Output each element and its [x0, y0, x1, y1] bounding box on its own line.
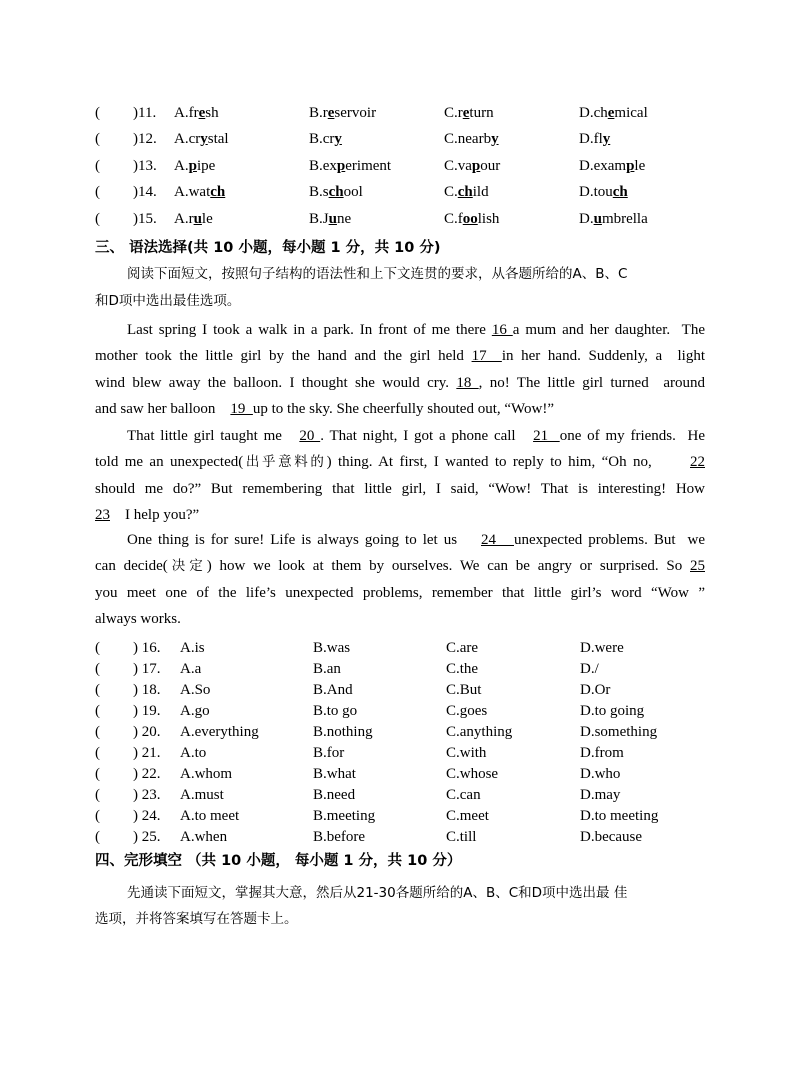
- option-text: mical: [614, 105, 648, 121]
- highlighted-letters: p: [188, 158, 197, 174]
- passage-text: I help you?”: [110, 507, 200, 524]
- answer-paren[interactable]: (: [95, 661, 100, 677]
- option-text: D.ch: [579, 105, 608, 121]
- passage-line: [95, 476, 705, 502]
- option[interactable]: D.because: [580, 829, 643, 845]
- answer-paren[interactable]: (: [95, 745, 100, 761]
- option[interactable]: A.when: [180, 829, 228, 845]
- blank-number: 22: [690, 454, 705, 471]
- option-text: B.s: [309, 184, 329, 200]
- option-text: C.r: [444, 105, 463, 121]
- option-text: C.nearb: [444, 131, 492, 147]
- option[interactable]: C.goes: [446, 703, 488, 719]
- highlighted-letters: e: [462, 105, 470, 121]
- highlighted-letters: y: [491, 131, 499, 147]
- option[interactable]: [174, 129, 229, 149]
- option[interactable]: [309, 129, 342, 149]
- passage-text: Last spring I took a walk in a park. In front of me there: [127, 322, 492, 338]
- passage-text: in her hand. Suddenly, a light: [501, 348, 705, 365]
- option-text: stal: [207, 131, 229, 147]
- blank-number: 16: [491, 322, 513, 338]
- option-text: our: [480, 158, 501, 174]
- option[interactable]: B.nothing: [313, 724, 373, 740]
- question-number: ) 22.: [133, 766, 161, 782]
- option[interactable]: C.are: [446, 640, 479, 656]
- option[interactable]: B.an: [313, 661, 341, 677]
- blank-number: 25: [690, 558, 705, 575]
- option[interactable]: D.may: [580, 787, 621, 803]
- option-text: lish: [477, 211, 500, 227]
- option[interactable]: B.to go: [313, 703, 358, 719]
- highlighted-letters: ch: [328, 184, 344, 200]
- passage-line: [95, 580, 705, 606]
- option[interactable]: C.meet: [446, 808, 489, 824]
- option-text: mbrella: [601, 211, 648, 227]
- question-number: )11.: [133, 105, 157, 121]
- question-number: ) 20.: [133, 724, 161, 740]
- answer-paren[interactable]: (: [95, 808, 100, 824]
- option[interactable]: A.So: [180, 682, 211, 698]
- option[interactable]: [444, 129, 499, 149]
- option[interactable]: [174, 156, 215, 176]
- option-text: D.fl: [579, 131, 603, 147]
- option[interactable]: B.for: [313, 745, 345, 761]
- option[interactable]: [444, 209, 499, 229]
- question-number: )14.: [133, 184, 157, 200]
- option-text: ipe: [196, 158, 216, 174]
- chinese-gloss: 决定: [167, 558, 207, 575]
- passage-text: always works.: [95, 611, 181, 628]
- highlighted-letters: y: [200, 131, 208, 147]
- passage-text: ) how we look at them by ourselves. We can be angry or surprised. So: [206, 558, 690, 575]
- blank-number: 19: [230, 401, 253, 418]
- passage-line: [95, 553, 705, 579]
- question-number: )13.: [133, 158, 157, 174]
- answer-paren[interactable]: (: [95, 703, 100, 719]
- blank-number: 21: [533, 428, 560, 444]
- option[interactable]: A.a: [180, 661, 202, 677]
- passage-line: [95, 370, 705, 396]
- option[interactable]: C.whose: [446, 766, 499, 782]
- passage-paragraph: [95, 527, 705, 633]
- option-text: D.tou: [579, 184, 613, 200]
- option-text: B.r: [309, 105, 328, 121]
- instruction-text: 先通读下面短文，掌握其大意，然后从21-30各题所给的A、B、C和D项中选出最 佳: [127, 885, 628, 901]
- blank-number: 18: [456, 374, 479, 391]
- blank-number: 20: [299, 428, 321, 444]
- answer-paren[interactable]: (: [95, 724, 100, 740]
- option-text: le: [201, 211, 213, 227]
- option-text: A.cr: [174, 131, 201, 147]
- option-text: eriment: [345, 158, 392, 174]
- option[interactable]: B.was: [313, 640, 351, 656]
- question-number: )12.: [133, 131, 157, 147]
- passage-text: wind blew away the balloon. I thought she would cry.: [95, 374, 457, 391]
- option[interactable]: [309, 182, 363, 202]
- option[interactable]: A.go: [180, 703, 210, 719]
- option[interactable]: A.must: [180, 787, 224, 803]
- option-text: C.f: [444, 211, 463, 227]
- option[interactable]: B.before: [313, 829, 366, 845]
- option[interactable]: D.something: [580, 724, 658, 740]
- option-text: B.J: [309, 211, 329, 227]
- option[interactable]: [309, 209, 351, 229]
- highlighted-letters: ch: [457, 184, 473, 200]
- question-number: ) 23.: [133, 787, 161, 803]
- option[interactable]: [579, 103, 648, 123]
- option[interactable]: [579, 182, 628, 202]
- passage-paragraph: [95, 423, 705, 529]
- passage-line: [95, 423, 705, 449]
- highlighted-letters: e: [198, 105, 206, 121]
- highlighted-letters: e: [327, 105, 335, 121]
- option[interactable]: C.But: [446, 682, 482, 698]
- option[interactable]: D.were: [580, 640, 624, 656]
- option-text: B.ex: [309, 158, 337, 174]
- option[interactable]: C.anything: [446, 724, 513, 740]
- option[interactable]: [174, 103, 219, 123]
- option-text: sh: [205, 105, 219, 121]
- option-text: servoir: [334, 105, 377, 121]
- option[interactable]: C.till: [446, 829, 477, 845]
- highlighted-letters: p: [336, 158, 346, 174]
- question-number: ) 25.: [133, 829, 161, 845]
- option[interactable]: B.what: [313, 766, 356, 782]
- option[interactable]: A.to meet: [180, 808, 240, 824]
- answer-paren[interactable]: (: [95, 787, 100, 803]
- passage-line: [95, 396, 705, 422]
- option-text: le: [634, 158, 646, 174]
- option[interactable]: A.whom: [180, 766, 233, 782]
- option-text: A.r: [174, 211, 194, 227]
- chinese-gloss: 出乎意料的: [243, 454, 327, 471]
- answer-paren[interactable]: (: [95, 640, 100, 656]
- question-number: )15.: [133, 211, 157, 227]
- highlighted-letters: u: [328, 211, 337, 227]
- option-text: C.va: [444, 158, 472, 174]
- option-text: D.exam: [579, 158, 627, 174]
- option[interactable]: [444, 156, 500, 176]
- passage-text: a mum and her daughter. The: [512, 322, 706, 338]
- option-text: turn: [469, 105, 494, 121]
- option[interactable]: B.And: [313, 682, 353, 698]
- passage-line: [95, 527, 705, 553]
- answer-paren[interactable]: (: [95, 184, 100, 200]
- option[interactable]: [174, 209, 213, 229]
- passage-line: [95, 502, 705, 528]
- highlighted-letters: y: [334, 131, 342, 147]
- option[interactable]: D.Or: [580, 682, 611, 698]
- option[interactable]: [579, 129, 610, 149]
- option-text: D.: [579, 211, 594, 227]
- passage-text: and saw her balloon: [95, 401, 231, 418]
- option-text: A.fr: [174, 105, 199, 121]
- option-text: B.cr: [309, 131, 335, 147]
- passage-line: [95, 343, 705, 369]
- passage-text: ) thing. At first, I wanted to reply to him, “Oh no,: [326, 454, 690, 471]
- highlighted-letters: y: [602, 131, 611, 147]
- option[interactable]: [444, 182, 489, 202]
- question-number: ) 16.: [133, 640, 161, 656]
- answer-paren[interactable]: (: [95, 829, 100, 845]
- option[interactable]: B.need: [313, 787, 356, 803]
- option[interactable]: D.to going: [580, 703, 645, 719]
- option-text: ool: [343, 184, 363, 200]
- question-number: ) 21.: [133, 745, 161, 761]
- section-heading: 四、完形填空 （共 10 小题， 每小题 1 分，共 10 分）: [95, 853, 462, 869]
- option[interactable]: [174, 182, 225, 202]
- passage-line: [95, 606, 705, 632]
- passage-text: one of my friends. He: [559, 428, 706, 444]
- option[interactable]: D.to meeting: [580, 808, 659, 824]
- section-heading: 三、 语法选择(共 10 小题，每小题 1 分，共 10 分): [95, 240, 441, 256]
- passage-line: [95, 449, 705, 475]
- option[interactable]: D.from: [580, 745, 624, 761]
- highlighted-letters: e: [607, 105, 615, 121]
- highlighted-letters: u: [193, 211, 202, 227]
- passage-text: unexpected problems. But we: [513, 532, 705, 548]
- passage-text: , no! The little girl turned around: [478, 374, 706, 391]
- option[interactable]: D./: [580, 661, 599, 677]
- option[interactable]: [444, 103, 494, 123]
- option[interactable]: [579, 209, 648, 229]
- option-text: ild: [472, 184, 489, 200]
- option[interactable]: B.meeting: [313, 808, 376, 824]
- question-number: ) 18.: [133, 682, 161, 698]
- option[interactable]: A.everything: [180, 724, 259, 740]
- highlighted-letters: u: [593, 211, 602, 227]
- option[interactable]: C.can: [446, 787, 481, 803]
- blank-number: 17: [471, 348, 502, 365]
- passage-text: should me do?” But remembering that little girl, I said, “Wow! That is interesting! How: [95, 480, 705, 497]
- passage-text: mother took the little girl by the hand and the girl held: [95, 348, 472, 365]
- highlighted-letters: p: [626, 158, 635, 174]
- highlighted-letters: ch: [210, 184, 226, 200]
- passage-text: One thing is for sure! Life is always going to let us: [127, 532, 481, 548]
- instruction-text: 阅读下面短文，按照句子结构的语法性和上下文连贯的要求，从各题所给的A、B、C: [127, 266, 628, 282]
- answer-paren[interactable]: (: [95, 131, 100, 147]
- question-number: ) 17.: [133, 661, 161, 677]
- question-number: ) 24.: [133, 808, 161, 824]
- option[interactable]: D.who: [580, 766, 621, 782]
- question-number: ) 19.: [133, 703, 161, 719]
- option-text: A.wat: [174, 184, 211, 200]
- answer-paren[interactable]: (: [95, 766, 100, 782]
- option-text: A.: [174, 158, 189, 174]
- highlighted-letters: ch: [612, 184, 628, 200]
- passage-text: you meet one of the life’s unexpected problems, remember that little girl’s word “Wow ”: [95, 584, 705, 601]
- instruction-text: 选项，并将答案填写在答题卡上。: [95, 911, 298, 927]
- answer-paren[interactable]: (: [95, 105, 100, 121]
- option[interactable]: C.with: [446, 745, 487, 761]
- passage-paragraph: [95, 317, 705, 423]
- highlighted-letters: oo: [462, 211, 478, 227]
- passage-text: That little girl taught me: [127, 428, 300, 444]
- passage-text: up to the sky. She cheerfully shouted out, “Wow!”: [252, 401, 554, 418]
- option[interactable]: [309, 103, 376, 123]
- highlighted-letters: p: [471, 158, 481, 174]
- passage-text: . That night, I got a phone call: [320, 428, 534, 444]
- option-text: C.: [444, 184, 458, 200]
- answer-paren[interactable]: (: [95, 158, 100, 174]
- answer-paren[interactable]: (: [95, 682, 100, 698]
- instruction-text: 和D项中选出最佳选项。: [95, 293, 241, 309]
- option[interactable]: A.is: [180, 640, 205, 656]
- option[interactable]: [579, 156, 645, 176]
- passage-line: [95, 317, 705, 343]
- blank-number: 23: [95, 507, 110, 524]
- option[interactable]: A.to: [180, 745, 207, 761]
- option-text: ne: [336, 211, 352, 227]
- answer-paren[interactable]: (: [95, 211, 100, 227]
- passage-text: can decide(: [95, 558, 168, 575]
- passage-text: told me an unexpected(: [95, 454, 244, 471]
- option[interactable]: C.the: [446, 661, 479, 677]
- blank-number: 24: [481, 532, 514, 548]
- option[interactable]: [309, 156, 391, 176]
